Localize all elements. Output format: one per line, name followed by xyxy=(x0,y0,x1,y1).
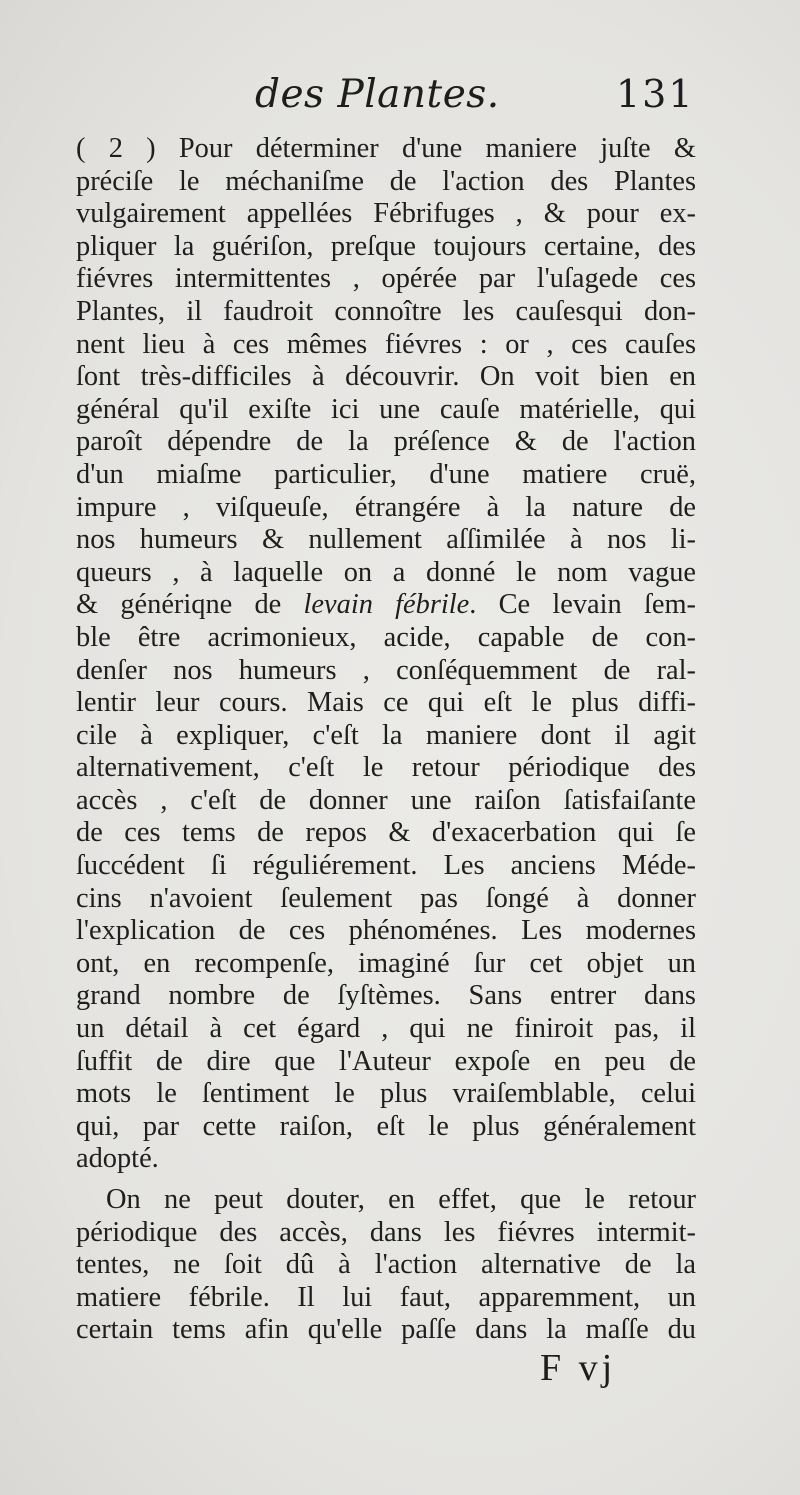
text-line: matiere fébrile. Il lui faut, apparemment, un xyxy=(76,1281,696,1313)
text-line: l'explication de ces phénoménes. Les modernes xyxy=(76,915,696,947)
text-line: ſont très-difficiles à découvrir. On voit bien en xyxy=(76,361,696,393)
text-line: cins n'avoient ſeulement pas ſongé à donner xyxy=(76,882,696,914)
italic-term: levain fébrile xyxy=(303,589,470,621)
page-number: 131 xyxy=(616,72,695,116)
text-line: d'un miaſme particulier, d'une matiere cruë, xyxy=(76,458,696,490)
text-line: ( 2 ) Pour déterminer d'une maniere juſte & xyxy=(76,133,696,164)
text-line: nent lieu à ces mêmes fiévres : or , ces cauſes xyxy=(76,328,696,360)
text-line: périodique des accès, dans les fiévres intermit- xyxy=(76,1216,696,1248)
text-line: paroît dépendre de la préſence & de l'action xyxy=(76,426,696,458)
text-line: pliquer la guériſon, preſque toujours certaine, des xyxy=(76,230,696,262)
text-line: & génériqne de levain fébrile. Ce levain ſem- xyxy=(76,589,696,621)
text-line: ble être acrimonieux, acide, capable de con- xyxy=(76,621,696,653)
text-line: fiévres intermittentes , opérée par l'uſagede ces xyxy=(76,263,696,295)
text-line: préciſe le méchaniſme de l'action des Plantes xyxy=(76,165,696,197)
running-head xyxy=(0,72,800,122)
body-text xyxy=(76,133,696,1347)
text-line: ſuffit de dire que l'Auteur expoſe en peu de xyxy=(76,1045,696,1077)
text-line: adopté. xyxy=(76,1143,159,1175)
text-line: certain tems afin qu'elle paſſe dans la maſſe du xyxy=(76,1314,696,1346)
text-line: de ces tems de repos & d'exacerbation qui ſe xyxy=(76,817,696,849)
text-line: impure , viſqueuſe, étrangére à la nature de xyxy=(76,491,696,523)
text-line: tentes, ne ſoit dû à l'action alternative de la xyxy=(76,1249,696,1281)
text-line: lentir leur cours. Mais ce qui eſt le plus diffi- xyxy=(76,687,696,719)
text-line: On ne peut douter, en effet, que le retour xyxy=(106,1184,696,1215)
text-line: qui, par cette raiſon, eſt le plus généralement xyxy=(76,1110,696,1142)
text-line: un détail à cet égard , qui ne finiroit pas, il xyxy=(76,1013,696,1045)
text-line: cile à expliquer, c'eſt la maniere dont il agit xyxy=(76,719,696,751)
signature-mark: F vj xyxy=(540,1347,617,1389)
running-head-title: des Plantes. xyxy=(255,72,500,117)
text-line: denſer nos humeurs , conſéquemment de ral- xyxy=(76,654,696,686)
text-line: ſuccédent ſi réguliérement. Les anciens Méde- xyxy=(76,850,696,882)
text-line: alternativement, c'eſt le retour périodique des xyxy=(76,752,696,784)
text-line: ont, en recompenſe, imaginé ſur cet objet un xyxy=(76,947,696,979)
text-line: Plantes, il faudroit connoître les cauſesqui don- xyxy=(76,295,696,327)
text-line: accès , c'eſt de donner une raiſon ſatisfaiſante xyxy=(76,784,696,816)
text-line: grand nombre de ſyſtèmes. Sans entrer dans xyxy=(76,980,696,1012)
text-line: queurs , à laquelle on a donné le nom vague xyxy=(76,556,696,588)
text-line: nos humeurs & nullement aſſimilée à nos li- xyxy=(76,524,696,556)
text-line: vulgairement appellées Fébrifuges , & pour ex- xyxy=(76,198,696,230)
text-line: mots le ſentiment le plus vraiſemblable, celui xyxy=(76,1078,696,1110)
paragraph-gap xyxy=(76,1176,696,1184)
text-line: général qu'il exiſte ici une cauſe matérielle, qui xyxy=(76,393,696,425)
